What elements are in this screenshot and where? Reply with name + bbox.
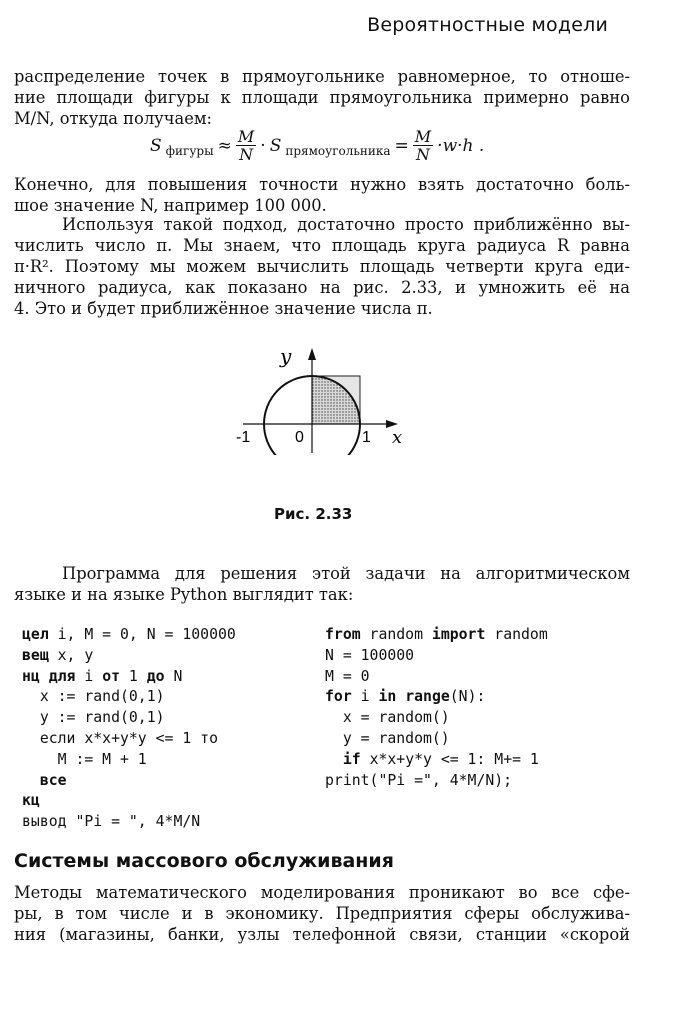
code-text: N [164,667,183,685]
code-line [22,750,236,771]
text-line: Используя такой подход, достаточно просто приближённо вы- [62,215,630,234]
code-keyword: range [405,688,450,706]
code-line [325,667,548,688]
text-line: Методы математического моделирования проникают во все сфе- [14,883,630,902]
figure-caption: Рис. 2.33 [274,505,353,523]
paragraph-2 [14,174,630,216]
code-line [325,729,548,750]
formula-denominator: N [415,145,430,164]
code-text: (N): [449,688,486,706]
unit-circle-figure [228,345,428,455]
code-text: вывод "Pi = ", 4*M/N [22,813,201,831]
code-line [325,687,548,708]
text-line: распределение точек в прямоугольнике равномерное, то отноше- [14,67,630,86]
text-line: Конечно, для повышения точности нужно взять достаточно боль- [14,175,630,194]
text-line: Программа для решения этой задачи на алгоритмическом [62,564,630,583]
formula-tail: ·w·h . [437,135,485,156]
text-line: π·R². Поэтому мы можем вычислить площадь четверти круга еди- [14,257,630,276]
code-text: y = random() [325,729,450,747]
formula-operator: · [260,135,266,156]
code-text: x*x+y*y <= 1: M+= 1 [360,750,539,768]
code-text: i, M = 0, N = 100000 [48,626,236,643]
code-keyword: до [146,667,165,685]
text-line: числить число π. Мы знаем, что площадь круга радиуса R равна [14,236,630,255]
running-head: Вероятностные модели [367,14,608,36]
formula-operator: ≈ [217,135,232,156]
code-line [22,729,236,750]
code-text: i [351,688,379,706]
code-keyword: for [325,688,352,706]
y-axis-arrow-icon [308,348,316,360]
code-line [325,625,548,646]
text-line: ры, в том числе и в экономику. Предприятия сферы обслужива- [14,904,630,923]
code-line [22,667,236,688]
code-keyword: кц [22,792,40,810]
code-keyword: if [342,750,361,768]
code-line [325,771,548,792]
x-axis-label: x [392,427,403,448]
formula-numerator: M [414,127,432,146]
section-heading: Системы массового обслуживания [14,850,394,872]
formula-fraction [413,128,433,163]
code-keyword: import [431,626,486,643]
code-line [325,708,548,729]
formula-numerator: M [237,127,255,146]
code-line [22,625,236,646]
code-line [325,750,548,771]
formula-symbol: S [269,135,282,156]
code-text: M = 0 [325,667,370,685]
text-line: языке и на языке Python выглядит так: [14,585,354,604]
code-listing-algorithmic [22,625,236,833]
code-text: x := rand(0,1) [22,688,165,706]
text-line: шое значение N, например 100 000. [14,196,327,215]
paragraph-4 [14,563,630,605]
formula-symbol: S [150,135,162,156]
code-line [22,646,236,667]
code-keyword: цел [22,626,49,643]
code-text: 1 [120,667,147,685]
code-keyword: все [39,771,67,789]
y-axis-label: y [280,345,292,368]
tick-label-zero: 0 [295,429,304,446]
code-text: x = random() [325,709,450,727]
tick-label-one: 1 [362,429,371,446]
formula-fraction [236,128,256,163]
code-text: random [360,626,432,643]
text-line: ние площади фигуры к площади прямоугольника примерно равно [14,88,630,107]
code-line [325,646,548,667]
code-text [22,772,40,789]
code-listing-python [325,625,548,791]
code-text: M := M + 1 [22,750,147,768]
code-text: если x*x+y*y <= 1 то [22,729,218,747]
formula-operator: = [394,135,409,156]
code-keyword: in [378,688,397,706]
code-keyword: from [325,626,361,643]
code-line [22,771,236,792]
code-text: y := rand(0,1) [22,709,165,727]
tick-label-neg-one: -1 [236,429,251,446]
code-text [396,688,405,705]
code-line [22,687,236,708]
code-keyword: вещ [22,646,49,664]
code-text: N = 100000 [325,646,415,664]
code-text: i [75,667,103,685]
code-text [325,751,343,768]
text-line: M/N, откуда получаем: [14,109,213,128]
code-text: print("Pi =", 4*M/N); [325,771,513,789]
code-line [22,708,236,729]
code-text: x, y [48,646,94,664]
formula-denominator: N [239,145,254,164]
text-line: ния (магазины, банки, узлы телефонной связи, станции «скорой [14,925,630,944]
paragraph-3 [14,214,630,319]
text-line: ничного радиуса, как показано на рис. 2.33, и умножить её на [14,278,630,297]
probability-formula [150,128,484,163]
formula-subscript: прямоугольника [285,143,391,158]
code-line [22,812,236,833]
code-keyword: от [102,667,121,685]
formula-subscript: фигуры [165,143,214,158]
paragraph-5 [14,882,630,945]
code-line [22,791,236,812]
code-text: random [485,626,548,643]
text-line: 4. Это и будет приближённое значение числа π. [14,299,433,318]
paragraph-1 [14,66,630,129]
code-keyword: нц для [22,667,76,685]
